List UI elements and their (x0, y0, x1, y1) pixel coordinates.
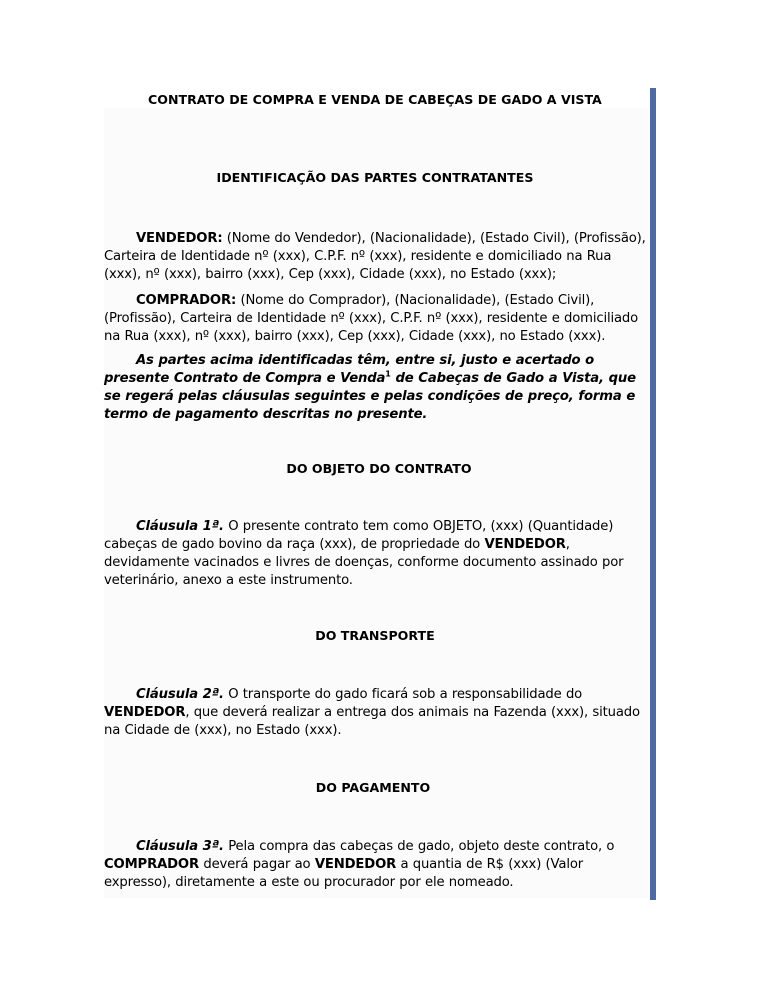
footnote-marker[interactable]: 1 (385, 369, 391, 379)
vendedor-label: VENDEDOR: (136, 231, 223, 246)
intro-text-part1: As partes acima identificadas têm, entre si, justo e acertado o presente Contrato de Compra e Venda (104, 353, 595, 386)
paragraph-clausula-3 (104, 838, 648, 892)
intro-text-part2: de Cabeças de Gado a Vista, que se regerá pelas cláusulas seguintes e pelas condições de preço, forma e termo de pagamento descritas no presente. (104, 371, 636, 422)
clausula-2-text-1: O transporte do gado ficará sob a responsabilidade do (228, 687, 583, 702)
clausula-2-label: Cláusula 2ª. (136, 687, 224, 702)
clausula-3-text-2: deverá pagar ao (203, 857, 311, 872)
clausula-1-party: VENDEDOR (484, 537, 566, 552)
comprador-text: (Nome do Comprador), (Nacionalidade), (Estado Civil), (Profissão), Carteira de Identidade nº (xxx), C.P.F. nº (xxx), residente e domiciliado na Rua (xxx), nº (xxx), bairro (xxx), Cep (xxx), Cidade (xxx), no Estado (xxx). (104, 293, 639, 344)
paragraph-comprador (104, 292, 648, 346)
clausula-2-party: VENDEDOR (104, 705, 186, 720)
paragraph-clausula-1 (104, 518, 648, 590)
clausula-2-text-2: , que deverá realizar a entrega dos animais na Fazenda (xxx), situado na Cidade de (xxx), no Estado (xxx). (104, 705, 640, 738)
page-side-bar (650, 88, 656, 900)
section-heading-identificacao: IDENTIFICAÇÃO DAS PARTES CONTRATANTES (216, 170, 534, 185)
comprador-label: COMPRADOR: (136, 293, 237, 308)
clausula-3-text-1: Pela compra das cabeças de gado, objeto deste contrato, o (228, 839, 615, 854)
section-heading-objeto: DO OBJETO DO CONTRATO (286, 461, 472, 476)
paragraph-clausula-2 (104, 686, 648, 740)
paragraph-intro (104, 352, 648, 424)
paragraph-vendedor (104, 230, 648, 284)
document-title: CONTRATO DE COMPRA E VENDA DE CABEÇAS DE GADO A VISTA (148, 92, 602, 107)
section-heading-transporte: DO TRANSPORTE (315, 628, 435, 643)
clausula-1-text-2: , devidamente vacinados e livres de doenças, conforme documento assinado por veterinário, anexo a este instrumento. (104, 537, 624, 588)
clausula-3-party-2: VENDEDOR (314, 857, 397, 872)
clausula-3-label: Cláusula 3ª. (136, 839, 224, 854)
vendedor-text: (Nome do Vendedor), (Nacionalidade), (Estado Civil), (Profissão), Carteira de Identidade nº (xxx), C.P.F. nº (xxx), residente e domiciliado na Rua (xxx), nº (xxx), bairro (xxx), Cep (xxx), Cidade (xxx), no Estado (xxx); (104, 231, 646, 282)
clausula-3-party-1: COMPRADOR (104, 857, 199, 872)
clausula-1-text-1: O presente contrato tem como OBJETO, (xxx) (Quantidade) cabeças de gado bovino da raça (xxx), de propriedade do (104, 519, 614, 552)
clausula-1-label: Cláusula 1ª. (136, 519, 224, 534)
section-heading-pagamento: DO PAGAMENTO (315, 780, 431, 795)
clausula-3-text-3: a quantia de R$ (xxx) (Valor expresso), diretamente a este ou procurador por ele nomeado. (104, 857, 584, 890)
